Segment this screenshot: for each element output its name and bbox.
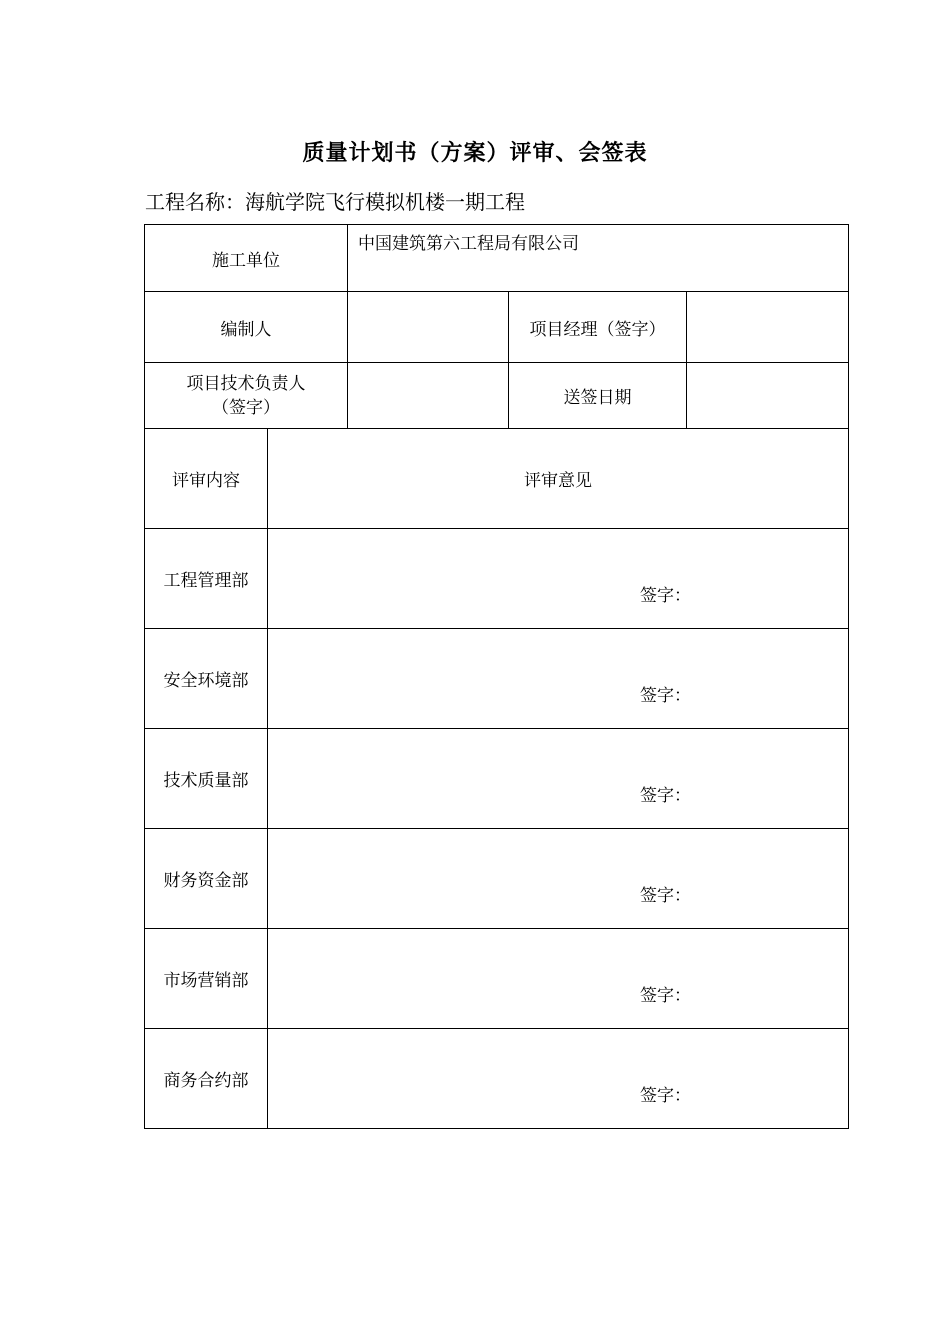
tech-lead-label-line1: 项目技术负责人 <box>186 373 306 394</box>
department-row <box>145 929 849 1029</box>
department-row <box>145 829 849 929</box>
project-manager-value <box>687 292 849 363</box>
department-opinion <box>268 529 849 629</box>
compiler-label: 编制人 <box>145 292 348 363</box>
page-title: 质量计划书（方案）评审、会签表 <box>302 140 648 166</box>
department-name: 工程管理部 <box>145 529 268 629</box>
row-construction-unit <box>145 225 849 292</box>
review-content-header: 评审内容 <box>145 429 268 529</box>
department-opinion <box>268 629 849 729</box>
signature-label: 签字： <box>640 986 691 1006</box>
project-name-line <box>145 186 525 215</box>
department-name: 安全环境部 <box>145 629 268 729</box>
signature-label: 签字： <box>640 686 691 706</box>
department-opinion <box>268 829 849 929</box>
review-signoff-table <box>144 224 849 1129</box>
project-label: 工程名称： <box>145 190 245 214</box>
project-name: 海航学院飞行模拟机楼一期工程 <box>245 190 525 214</box>
department-opinion <box>268 929 849 1029</box>
review-opinion-header: 评审意见 <box>268 429 849 529</box>
submit-date-value <box>687 363 849 429</box>
signature-label: 签字： <box>640 886 691 906</box>
department-name: 市场营销部 <box>145 929 268 1029</box>
department-opinion <box>268 1029 849 1129</box>
tech-lead-label <box>145 363 348 429</box>
row-review-header <box>145 429 849 529</box>
submit-date-label: 送签日期 <box>509 363 687 429</box>
department-row <box>145 629 849 729</box>
signature-label: 签字： <box>640 586 691 606</box>
construction-unit-label: 施工单位 <box>145 225 348 292</box>
department-name: 技术质量部 <box>145 729 268 829</box>
compiler-value <box>348 292 509 363</box>
department-row <box>145 529 849 629</box>
department-name: 财务资金部 <box>145 829 268 929</box>
department-row <box>145 729 849 829</box>
row-compiler <box>145 292 849 363</box>
tech-lead-value <box>348 363 509 429</box>
row-tech-lead <box>145 363 849 429</box>
department-name: 商务合约部 <box>145 1029 268 1129</box>
construction-unit-value: 中国建筑第六工程局有限公司 <box>348 225 849 292</box>
tech-lead-label-line2: （签字） <box>212 397 280 418</box>
department-opinion <box>268 729 849 829</box>
project-manager-label: 项目经理（签字） <box>509 292 687 363</box>
department-row <box>145 1029 849 1129</box>
signature-label: 签字： <box>640 786 691 806</box>
signature-label: 签字： <box>640 1086 691 1106</box>
